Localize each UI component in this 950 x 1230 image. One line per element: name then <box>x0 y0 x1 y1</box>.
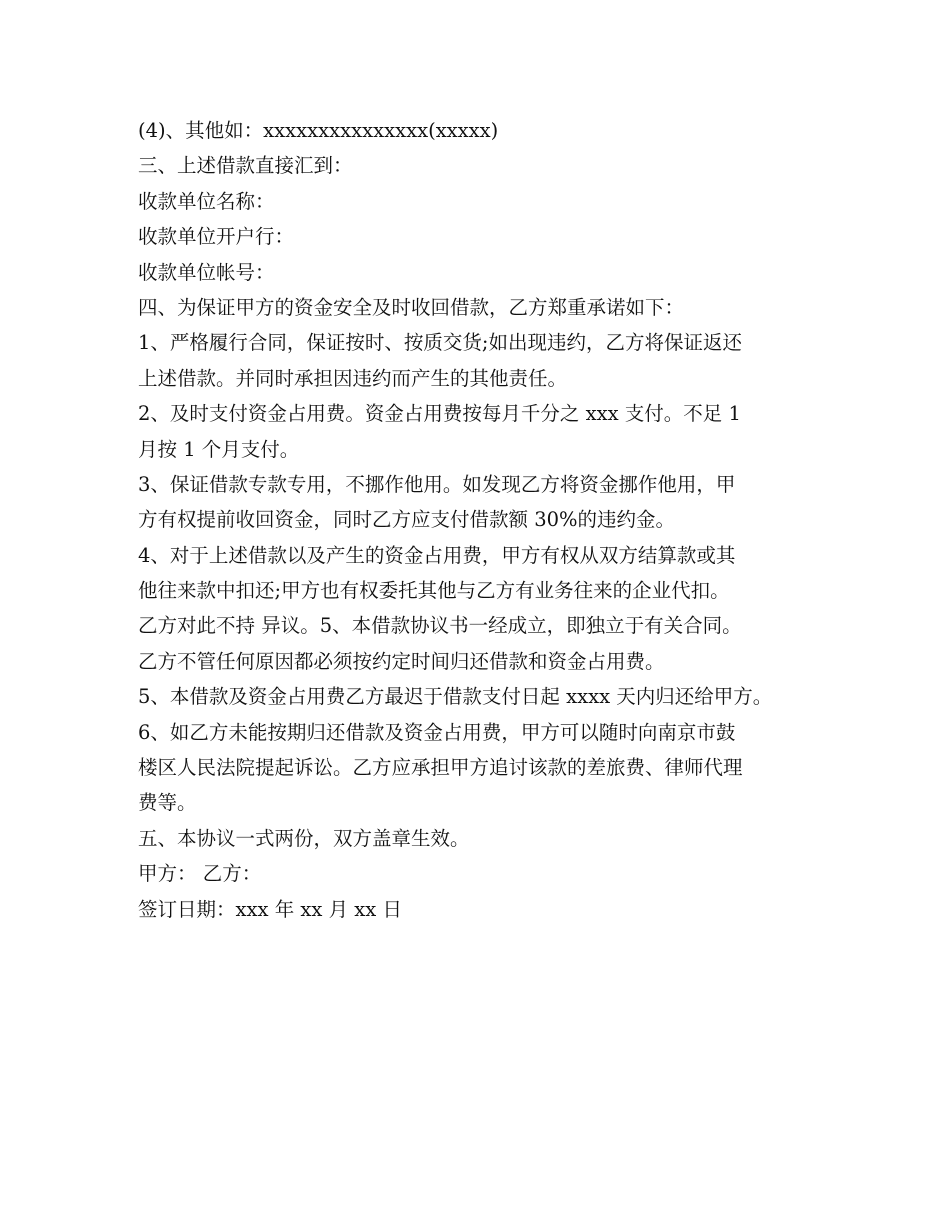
clause-5-line-1: 5、本借款及资金占用费乙方最迟于借款支付日起 xxxx 天内归还给甲方。 <box>138 685 773 709</box>
clause-1-line-1: 1、严格履行合同，保证按时、按质交货;如出现违约，乙方将保证返还 <box>138 331 742 355</box>
clause-6-line-3: 费等。 <box>138 791 197 815</box>
clause-3-line-2: 方有权提前收回资金，同时乙方应支付借款额 30%的违约金。 <box>138 508 676 532</box>
payee-account-field: 收款单位帐号： <box>138 260 275 284</box>
clause-4-line-1: 4、对于上述借款以及产生的资金占用费，甲方有权从双方结算款或其 <box>138 543 736 567</box>
payee-bank-field: 收款单位开户行： <box>138 225 295 249</box>
clause-1-line-2: 上述借款。并同时承担因违约而产生的其他责任。 <box>138 366 568 390</box>
signature-parties: 甲方： 乙方： <box>138 862 262 886</box>
clause-4-line-2: 他往来款中扣还;甲方也有权委托其他与乙方有业务往来的企业代扣。 <box>138 579 730 603</box>
clause-2-line-1: 2、及时支付资金占用费。资金占用费按每月千分之 xxx 支付。不足 1 <box>138 402 741 426</box>
clause-4-line-4: 乙方不管任何原因都必须按约定时间归还借款和资金占用费。 <box>138 649 665 673</box>
document-body <box>138 113 838 927</box>
section-heading-copies: 五、本协议一式两份，双方盖章生效。 <box>138 826 470 850</box>
payee-name-field: 收款单位名称： <box>138 189 275 213</box>
signing-date: 签订日期：xxx 年 xx 月 xx 日 <box>138 897 402 921</box>
clause-2-line-2: 月按 1 个月支付。 <box>138 437 300 461</box>
clause-6-line-1: 6、如乙方未能按期归还借款及资金占用费，甲方可以随时向南京市鼓 <box>138 720 736 744</box>
text-line-other-items: (4)、其他如：xxxxxxxxxxxxxxx(xxxxx) <box>138 119 499 142</box>
clause-6-line-2: 楼区人民法院提起诉讼。乙方应承担甲方追讨该款的差旅费、律师代理 <box>138 756 743 780</box>
clause-3-line-1: 3、保证借款专款专用，不挪作他用。如发现乙方将资金挪作他用，甲 <box>138 472 736 496</box>
section-heading-commitments: 四、为保证甲方的资金安全及时收回借款，乙方郑重承诺如下： <box>138 295 685 319</box>
section-heading-remittance: 三、上述借款直接汇到： <box>138 154 353 178</box>
clause-4-line-3: 乙方对此不持 异议。5、本借款协议书一经成立，即独立于有关合同。 <box>138 614 742 638</box>
